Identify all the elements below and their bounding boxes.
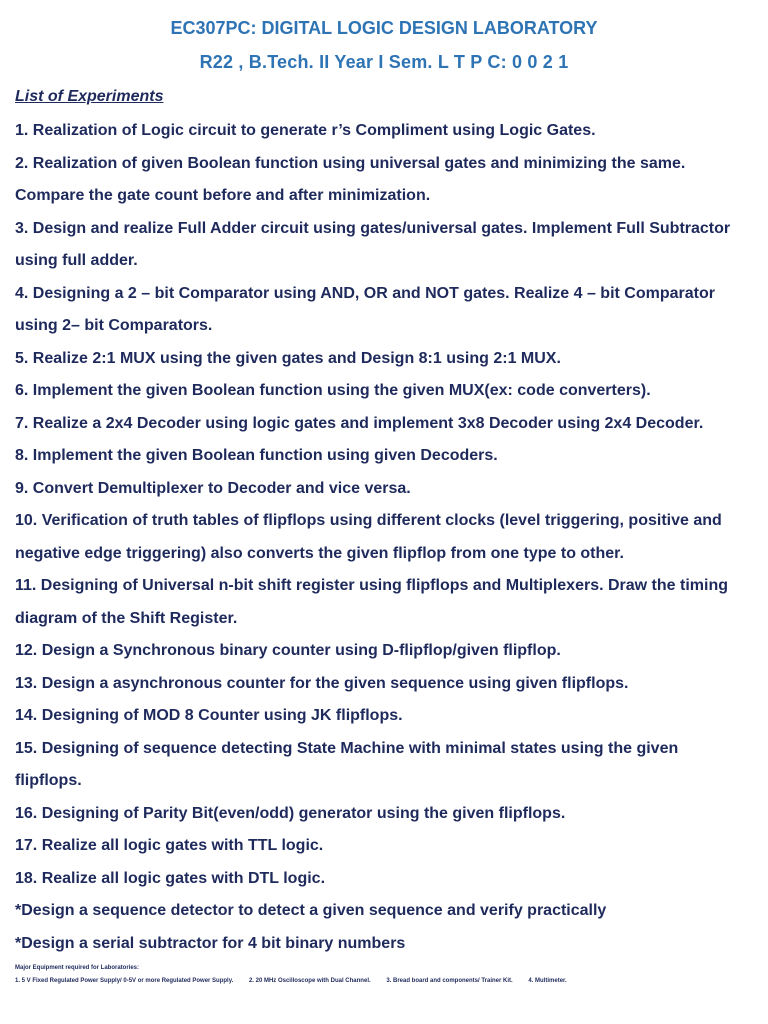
equipment-item: 1. 5 V Fixed Regulated Power Supply/ 0-5V or more Regulated Power Supply. xyxy=(15,978,234,984)
experiment-line: 17. Realize all logic gates with TTL logic. xyxy=(15,837,324,854)
experiment-line: flipflops. xyxy=(15,772,82,789)
experiment-line: 15. Designing of sequence detecting State Machine with minimal states using the given xyxy=(15,739,679,757)
experiment-line: 11. Designing of Universal n-bit shift register using flipflops and Multiplexers. Draw the timing xyxy=(15,577,728,594)
experiment-line: 6. Implement the given Boolean function using the given MUX(ex: code converters). xyxy=(15,382,651,399)
experiment-line: using full adder. xyxy=(15,252,138,269)
experiment-line: using 2– bit Comparators. xyxy=(15,317,213,334)
equipment-heading: Major Equipment required for Laboratories: xyxy=(15,965,140,971)
equipment-item: 2. 20 MHz Oscilloscope with Dual Channel. xyxy=(248,978,371,984)
document-subtitle: R22 , B.Tech. II Year I Sem. L T P C: 0 0 2 1 xyxy=(199,52,569,72)
experiment-line: 10. Verification of truth tables of flipflops using different clocks (level triggering, positive and xyxy=(15,512,722,529)
experiment-line: 2. Realization of given Boolean function using universal gates and minimizing the same. xyxy=(15,154,686,172)
experiment-line: 14. Designing of MOD 8 Counter using JK flipflops. xyxy=(15,707,403,724)
experiment-line: 8. Implement the given Boolean function using given Decoders. xyxy=(15,447,498,464)
experiment-line: 13. Design a asynchronous counter for the given sequence using given flipflops. xyxy=(15,674,629,692)
section-heading: List of Experiments xyxy=(15,88,164,105)
experiment-line: diagram of the Shift Register. xyxy=(15,609,238,627)
experiment-line: 3. Design and realize Full Adder circuit using gates/universal gates. Implement Full Subtractor xyxy=(15,219,731,237)
equipment-list xyxy=(15,978,581,984)
experiment-line: *Design a serial subtractor for 4 bit binary numbers xyxy=(15,934,406,952)
experiment-line: 12. Design a Synchronous binary counter using D-flipflop/given flipflop. xyxy=(15,642,561,659)
experiment-line: 18. Realize all logic gates with DTL logic. xyxy=(15,869,326,887)
experiment-line: Compare the gate count before and after minimization. xyxy=(15,187,431,204)
experiment-line: 5. Realize 2:1 MUX using the given gates and Design 8:1 using 2:1 MUX. xyxy=(15,349,561,367)
equipment-item: 4. Multimeter. xyxy=(528,978,567,984)
experiment-list xyxy=(15,115,760,960)
document-title: EC307PC: DIGITAL LOGIC DESIGN LABORATORY xyxy=(170,18,598,38)
experiment-line: negative edge triggering) also converts the given flipflop from one type to other. xyxy=(15,544,624,562)
experiment-line: 4. Designing a 2 – bit Comparator using AND, OR and NOT gates. Realize 4 – bit Comparator xyxy=(15,284,715,302)
experiment-line: 1. Realization of Logic circuit to generate r’s Compliment using Logic Gates. xyxy=(15,122,596,139)
experiment-line: *Design a sequence detector to detect a given sequence and verify practically xyxy=(15,902,607,919)
experiment-line: 7. Realize a 2x4 Decoder using logic gates and implement 3x8 Decoder using 2x4 Decoder. xyxy=(15,414,704,432)
experiment-line: 9. Convert Demultiplexer to Decoder and vice versa. xyxy=(15,479,411,497)
experiment-line: 16. Designing of Parity Bit(even/odd) generator using the given flipflops. xyxy=(15,804,566,822)
equipment-item: 3. Bread board and components/ Trainer Kit. xyxy=(386,978,513,984)
